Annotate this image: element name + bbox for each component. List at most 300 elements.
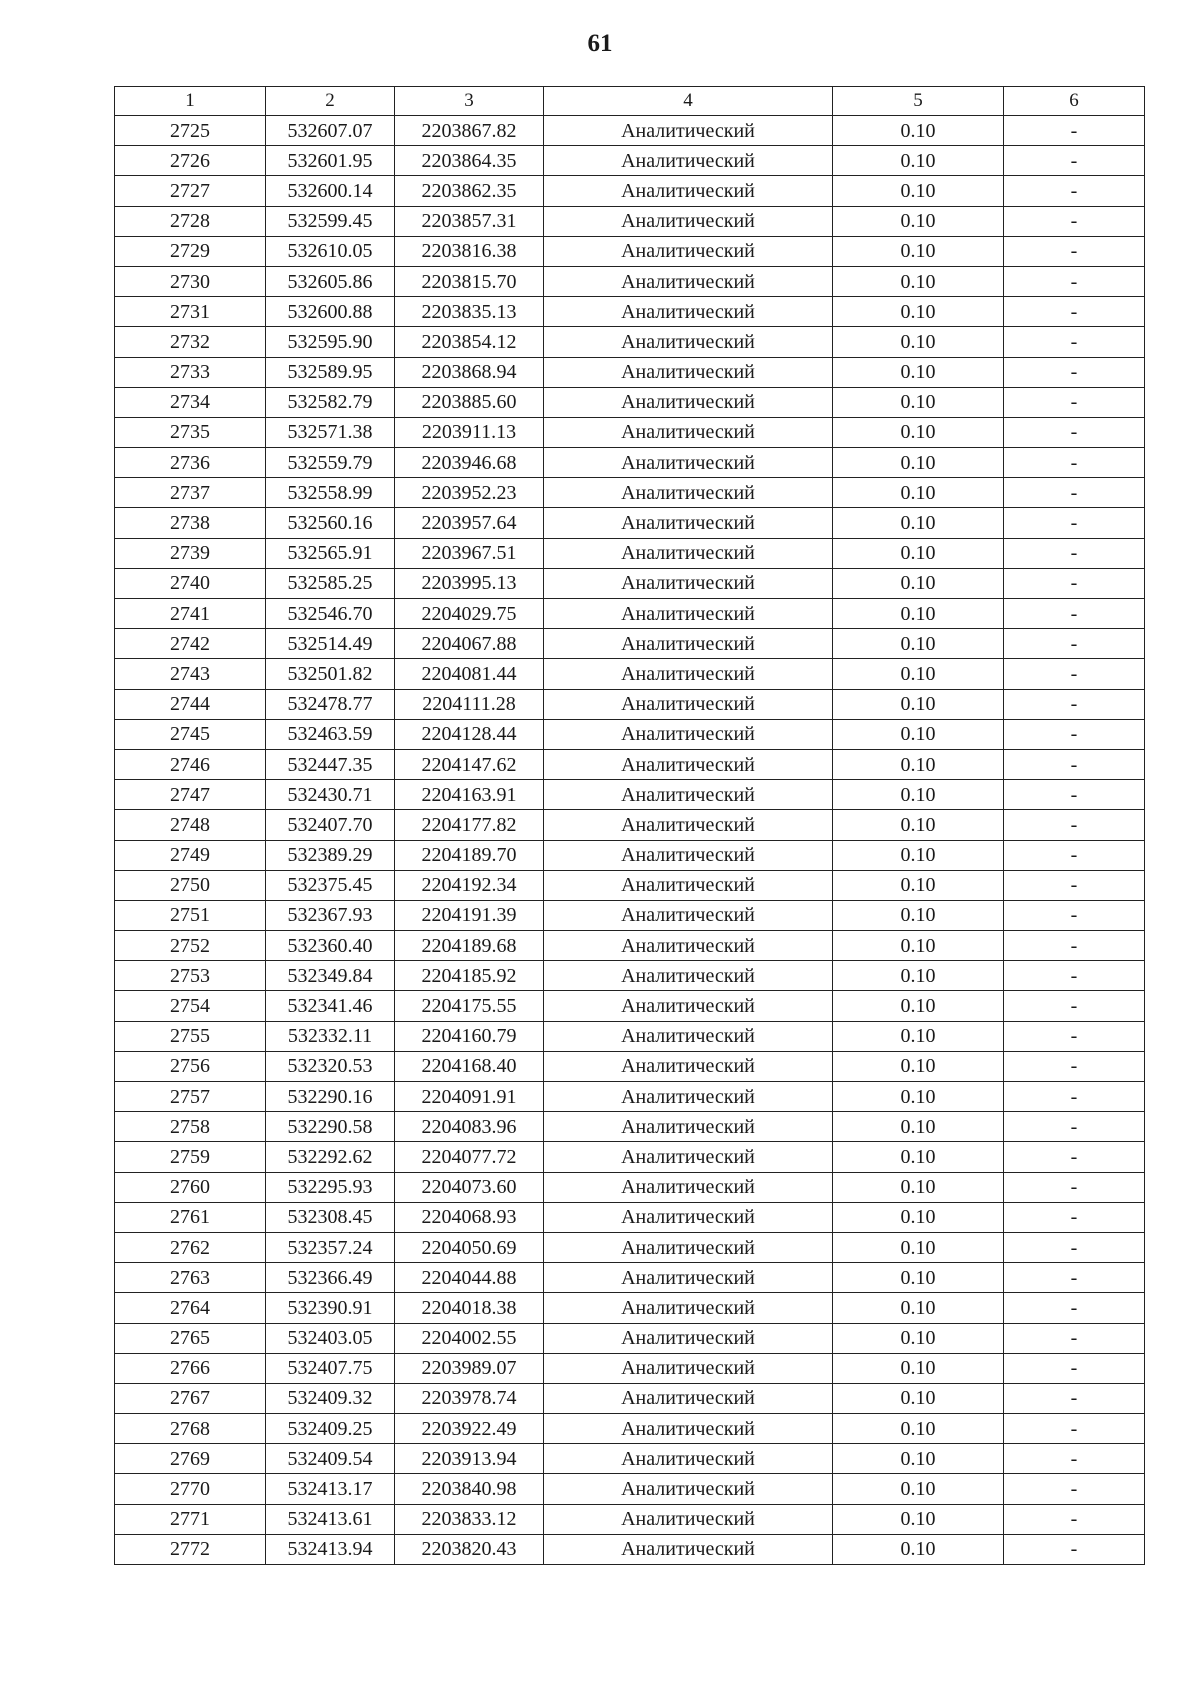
- x-coordinate-cell: 532560.16: [266, 508, 395, 538]
- x-coordinate-cell: 532589.95: [266, 357, 395, 387]
- method-cell: Аналитический: [544, 1263, 833, 1293]
- x-coordinate-cell: 532514.49: [266, 629, 395, 659]
- note-cell: -: [1004, 780, 1145, 810]
- x-coordinate-cell: 532610.05: [266, 236, 395, 266]
- note-cell: -: [1004, 689, 1145, 719]
- accuracy-cell: 0.10: [833, 780, 1004, 810]
- table-row: [115, 840, 1145, 870]
- table-row: [115, 146, 1145, 176]
- x-coordinate-cell: 532341.46: [266, 991, 395, 1021]
- accuracy-cell: 0.10: [833, 629, 1004, 659]
- table-row: [115, 659, 1145, 689]
- table-row: [115, 1082, 1145, 1112]
- note-cell: -: [1004, 840, 1145, 870]
- point-number-cell: 2762: [115, 1232, 266, 1262]
- y-coordinate-cell: 2203862.35: [395, 176, 544, 206]
- method-cell: Аналитический: [544, 357, 833, 387]
- point-number-cell: 2728: [115, 206, 266, 236]
- method-cell: Аналитический: [544, 1504, 833, 1534]
- point-number-cell: 2741: [115, 599, 266, 629]
- method-cell: Аналитический: [544, 900, 833, 930]
- method-cell: Аналитический: [544, 840, 833, 870]
- note-cell: -: [1004, 629, 1145, 659]
- point-number-cell: 2750: [115, 870, 266, 900]
- table-row: [115, 478, 1145, 508]
- method-cell: Аналитический: [544, 1172, 833, 1202]
- y-coordinate-cell: 2203868.94: [395, 357, 544, 387]
- accuracy-cell: 0.10: [833, 1263, 1004, 1293]
- accuracy-cell: 0.10: [833, 1232, 1004, 1262]
- accuracy-cell: 0.10: [833, 478, 1004, 508]
- accuracy-cell: 0.10: [833, 1293, 1004, 1323]
- x-coordinate-cell: 532349.84: [266, 961, 395, 991]
- table-row: [115, 870, 1145, 900]
- y-coordinate-cell: 2203913.94: [395, 1444, 544, 1474]
- method-cell: Аналитический: [544, 508, 833, 538]
- point-number-cell: 2725: [115, 116, 266, 146]
- y-coordinate-cell: 2204175.55: [395, 991, 544, 1021]
- table-row: [115, 1021, 1145, 1051]
- accuracy-cell: 0.10: [833, 961, 1004, 991]
- x-coordinate-cell: 532295.93: [266, 1172, 395, 1202]
- page-number: 61: [587, 30, 613, 57]
- accuracy-cell: 0.10: [833, 931, 1004, 961]
- column-header: 3: [395, 87, 544, 116]
- table-header-row: [115, 87, 1145, 116]
- note-cell: -: [1004, 1263, 1145, 1293]
- accuracy-cell: 0.10: [833, 1112, 1004, 1142]
- method-cell: Аналитический: [544, 448, 833, 478]
- x-coordinate-cell: 532413.94: [266, 1534, 395, 1564]
- accuracy-cell: 0.10: [833, 1142, 1004, 1172]
- accuracy-cell: 0.10: [833, 900, 1004, 930]
- column-header: 2: [266, 87, 395, 116]
- note-cell: -: [1004, 1142, 1145, 1172]
- note-cell: -: [1004, 448, 1145, 478]
- x-coordinate-cell: 532357.24: [266, 1232, 395, 1262]
- x-coordinate-cell: 532546.70: [266, 599, 395, 629]
- method-cell: Аналитический: [544, 146, 833, 176]
- x-coordinate-cell: 532601.95: [266, 146, 395, 176]
- point-number-cell: 2736: [115, 448, 266, 478]
- y-coordinate-cell: 2204191.39: [395, 900, 544, 930]
- method-cell: Аналитический: [544, 719, 833, 749]
- note-cell: -: [1004, 327, 1145, 357]
- note-cell: -: [1004, 478, 1145, 508]
- x-coordinate-cell: 532367.93: [266, 900, 395, 930]
- y-coordinate-cell: 2204077.72: [395, 1142, 544, 1172]
- y-coordinate-cell: 2203922.49: [395, 1414, 544, 1444]
- accuracy-cell: 0.10: [833, 568, 1004, 598]
- method-cell: Аналитический: [544, 1112, 833, 1142]
- method-cell: Аналитический: [544, 1293, 833, 1323]
- method-cell: Аналитический: [544, 810, 833, 840]
- method-cell: Аналитический: [544, 1534, 833, 1564]
- method-cell: Аналитический: [544, 1021, 833, 1051]
- table-row: [115, 1534, 1145, 1564]
- point-number-cell: 2746: [115, 749, 266, 779]
- note-cell: -: [1004, 1353, 1145, 1383]
- note-cell: -: [1004, 1293, 1145, 1323]
- y-coordinate-cell: 2204050.69: [395, 1232, 544, 1262]
- accuracy-cell: 0.10: [833, 1474, 1004, 1504]
- x-coordinate-cell: 532292.62: [266, 1142, 395, 1172]
- note-cell: -: [1004, 931, 1145, 961]
- x-coordinate-cell: 532409.32: [266, 1383, 395, 1413]
- x-coordinate-cell: 532409.25: [266, 1414, 395, 1444]
- x-coordinate-cell: 532389.29: [266, 840, 395, 870]
- method-cell: Аналитический: [544, 387, 833, 417]
- point-number-cell: 2761: [115, 1202, 266, 1232]
- method-cell: Аналитический: [544, 931, 833, 961]
- table-row: [115, 1051, 1145, 1081]
- method-cell: Аналитический: [544, 1051, 833, 1081]
- y-coordinate-cell: 2204160.79: [395, 1021, 544, 1051]
- point-number-cell: 2755: [115, 1021, 266, 1051]
- y-coordinate-cell: 2203967.51: [395, 538, 544, 568]
- point-number-cell: 2740: [115, 568, 266, 598]
- table-row: [115, 1172, 1145, 1202]
- note-cell: -: [1004, 1534, 1145, 1564]
- note-cell: -: [1004, 538, 1145, 568]
- table-row: [115, 417, 1145, 447]
- x-coordinate-cell: 532290.16: [266, 1082, 395, 1112]
- y-coordinate-cell: 2203995.13: [395, 568, 544, 598]
- accuracy-cell: 0.10: [833, 840, 1004, 870]
- point-number-cell: 2763: [115, 1263, 266, 1293]
- x-coordinate-cell: 532599.45: [266, 206, 395, 236]
- point-number-cell: 2731: [115, 297, 266, 327]
- y-coordinate-cell: 2203840.98: [395, 1474, 544, 1504]
- note-cell: -: [1004, 236, 1145, 266]
- accuracy-cell: 0.10: [833, 749, 1004, 779]
- method-cell: Аналитический: [544, 478, 833, 508]
- point-number-cell: 2772: [115, 1534, 266, 1564]
- table-row: [115, 176, 1145, 206]
- method-cell: Аналитический: [544, 659, 833, 689]
- note-cell: -: [1004, 719, 1145, 749]
- y-coordinate-cell: 2204128.44: [395, 719, 544, 749]
- accuracy-cell: 0.10: [833, 1444, 1004, 1474]
- accuracy-cell: 0.10: [833, 1534, 1004, 1564]
- table-row: [115, 1444, 1145, 1474]
- y-coordinate-cell: 2204189.70: [395, 840, 544, 870]
- x-coordinate-cell: 532595.90: [266, 327, 395, 357]
- table-row: [115, 599, 1145, 629]
- table-row: [115, 357, 1145, 387]
- x-coordinate-cell: 532600.88: [266, 297, 395, 327]
- point-number-cell: 2738: [115, 508, 266, 538]
- note-cell: -: [1004, 1021, 1145, 1051]
- accuracy-cell: 0.10: [833, 266, 1004, 296]
- table-row: [115, 206, 1145, 236]
- accuracy-cell: 0.10: [833, 387, 1004, 417]
- x-coordinate-cell: 532290.58: [266, 1112, 395, 1142]
- column-header: 6: [1004, 87, 1145, 116]
- y-coordinate-cell: 2204018.38: [395, 1293, 544, 1323]
- point-number-cell: 2737: [115, 478, 266, 508]
- y-coordinate-cell: 2204083.96: [395, 1112, 544, 1142]
- y-coordinate-cell: 2204091.91: [395, 1082, 544, 1112]
- method-cell: Аналитический: [544, 870, 833, 900]
- point-number-cell: 2739: [115, 538, 266, 568]
- y-coordinate-cell: 2203816.38: [395, 236, 544, 266]
- x-coordinate-cell: 532413.17: [266, 1474, 395, 1504]
- accuracy-cell: 0.10: [833, 599, 1004, 629]
- point-number-cell: 2730: [115, 266, 266, 296]
- point-number-cell: 2770: [115, 1474, 266, 1504]
- note-cell: -: [1004, 1172, 1145, 1202]
- y-coordinate-cell: 2203854.12: [395, 327, 544, 357]
- point-number-cell: 2748: [115, 810, 266, 840]
- note-cell: -: [1004, 1504, 1145, 1534]
- x-coordinate-cell: 532607.07: [266, 116, 395, 146]
- point-number-cell: 2752: [115, 931, 266, 961]
- table-row: [115, 448, 1145, 478]
- point-number-cell: 2768: [115, 1414, 266, 1444]
- method-cell: Аналитический: [544, 961, 833, 991]
- x-coordinate-cell: 532360.40: [266, 931, 395, 961]
- note-cell: -: [1004, 1383, 1145, 1413]
- x-coordinate-cell: 532582.79: [266, 387, 395, 417]
- note-cell: -: [1004, 1414, 1145, 1444]
- x-coordinate-cell: 532308.45: [266, 1202, 395, 1232]
- note-cell: -: [1004, 387, 1145, 417]
- table-row: [115, 961, 1145, 991]
- point-number-cell: 2758: [115, 1112, 266, 1142]
- accuracy-cell: 0.10: [833, 508, 1004, 538]
- y-coordinate-cell: 2204068.93: [395, 1202, 544, 1232]
- note-cell: -: [1004, 146, 1145, 176]
- method-cell: Аналитический: [544, 1474, 833, 1504]
- point-number-cell: 2729: [115, 236, 266, 266]
- y-coordinate-cell: 2204177.82: [395, 810, 544, 840]
- method-cell: Аналитический: [544, 568, 833, 598]
- note-cell: -: [1004, 116, 1145, 146]
- y-coordinate-cell: 2203946.68: [395, 448, 544, 478]
- table-row: [115, 568, 1145, 598]
- method-cell: Аналитический: [544, 1232, 833, 1262]
- point-number-cell: 2727: [115, 176, 266, 206]
- table-row: [115, 1323, 1145, 1353]
- accuracy-cell: 0.10: [833, 719, 1004, 749]
- column-header: 5: [833, 87, 1004, 116]
- accuracy-cell: 0.10: [833, 176, 1004, 206]
- note-cell: -: [1004, 1323, 1145, 1353]
- point-number-cell: 2743: [115, 659, 266, 689]
- note-cell: -: [1004, 900, 1145, 930]
- method-cell: Аналитический: [544, 1444, 833, 1474]
- table-row: [115, 116, 1145, 146]
- table-row: [115, 297, 1145, 327]
- method-cell: Аналитический: [544, 1383, 833, 1413]
- method-cell: Аналитический: [544, 538, 833, 568]
- y-coordinate-cell: 2204044.88: [395, 1263, 544, 1293]
- accuracy-cell: 0.10: [833, 1082, 1004, 1112]
- x-coordinate-cell: 532390.91: [266, 1293, 395, 1323]
- y-coordinate-cell: 2203989.07: [395, 1353, 544, 1383]
- x-coordinate-cell: 532413.61: [266, 1504, 395, 1534]
- table-row: [115, 749, 1145, 779]
- table-row: [115, 1202, 1145, 1232]
- x-coordinate-cell: 532571.38: [266, 417, 395, 447]
- accuracy-cell: 0.10: [833, 236, 1004, 266]
- method-cell: Аналитический: [544, 780, 833, 810]
- method-cell: Аналитический: [544, 1353, 833, 1383]
- method-cell: Аналитический: [544, 176, 833, 206]
- point-number-cell: 2732: [115, 327, 266, 357]
- accuracy-cell: 0.10: [833, 1353, 1004, 1383]
- point-number-cell: 2767: [115, 1383, 266, 1413]
- note-cell: -: [1004, 961, 1145, 991]
- y-coordinate-cell: 2203978.74: [395, 1383, 544, 1413]
- note-cell: -: [1004, 206, 1145, 236]
- point-number-cell: 2733: [115, 357, 266, 387]
- note-cell: -: [1004, 810, 1145, 840]
- note-cell: -: [1004, 417, 1145, 447]
- accuracy-cell: 0.10: [833, 659, 1004, 689]
- accuracy-cell: 0.10: [833, 1202, 1004, 1232]
- accuracy-cell: 0.10: [833, 1172, 1004, 1202]
- x-coordinate-cell: 532320.53: [266, 1051, 395, 1081]
- x-coordinate-cell: 532600.14: [266, 176, 395, 206]
- point-number-cell: 2745: [115, 719, 266, 749]
- note-cell: -: [1004, 599, 1145, 629]
- table-row: [115, 810, 1145, 840]
- method-cell: Аналитический: [544, 689, 833, 719]
- y-coordinate-cell: 2204189.68: [395, 931, 544, 961]
- x-coordinate-cell: 532366.49: [266, 1263, 395, 1293]
- accuracy-cell: 0.10: [833, 870, 1004, 900]
- x-coordinate-cell: 532501.82: [266, 659, 395, 689]
- table-row: [115, 1474, 1145, 1504]
- y-coordinate-cell: 2203885.60: [395, 387, 544, 417]
- note-cell: -: [1004, 1444, 1145, 1474]
- point-number-cell: 2734: [115, 387, 266, 417]
- point-number-cell: 2764: [115, 1293, 266, 1323]
- table-row: [115, 1293, 1145, 1323]
- method-cell: Аналитический: [544, 1082, 833, 1112]
- method-cell: Аналитический: [544, 297, 833, 327]
- method-cell: Аналитический: [544, 1323, 833, 1353]
- note-cell: -: [1004, 508, 1145, 538]
- note-cell: -: [1004, 266, 1145, 296]
- y-coordinate-cell: 2204192.34: [395, 870, 544, 900]
- table-row: [115, 1263, 1145, 1293]
- y-coordinate-cell: 2203815.70: [395, 266, 544, 296]
- accuracy-cell: 0.10: [833, 1323, 1004, 1353]
- table-row: [115, 1112, 1145, 1142]
- table-row: [115, 1142, 1145, 1172]
- note-cell: -: [1004, 1082, 1145, 1112]
- table-row: [115, 1504, 1145, 1534]
- point-number-cell: 2726: [115, 146, 266, 176]
- y-coordinate-cell: 2204147.62: [395, 749, 544, 779]
- column-header: 4: [544, 87, 833, 116]
- note-cell: -: [1004, 357, 1145, 387]
- method-cell: Аналитический: [544, 1414, 833, 1444]
- x-coordinate-cell: 532430.71: [266, 780, 395, 810]
- x-coordinate-cell: 532585.25: [266, 568, 395, 598]
- table-row: [115, 900, 1145, 930]
- method-cell: Аналитический: [544, 599, 833, 629]
- point-number-cell: 2765: [115, 1323, 266, 1353]
- accuracy-cell: 0.10: [833, 538, 1004, 568]
- accuracy-cell: 0.10: [833, 327, 1004, 357]
- y-coordinate-cell: 2204081.44: [395, 659, 544, 689]
- x-coordinate-cell: 532332.11: [266, 1021, 395, 1051]
- table-row: [115, 1414, 1145, 1444]
- x-coordinate-cell: 532565.91: [266, 538, 395, 568]
- method-cell: Аналитический: [544, 417, 833, 447]
- note-cell: -: [1004, 1112, 1145, 1142]
- note-cell: -: [1004, 1232, 1145, 1262]
- table-row: [115, 780, 1145, 810]
- table-row: [115, 508, 1145, 538]
- point-number-cell: 2759: [115, 1142, 266, 1172]
- accuracy-cell: 0.10: [833, 206, 1004, 236]
- y-coordinate-cell: 2204185.92: [395, 961, 544, 991]
- y-coordinate-cell: 2203857.31: [395, 206, 544, 236]
- method-cell: Аналитический: [544, 206, 833, 236]
- method-cell: Аналитический: [544, 327, 833, 357]
- x-coordinate-cell: 532407.75: [266, 1353, 395, 1383]
- y-coordinate-cell: 2203952.23: [395, 478, 544, 508]
- y-coordinate-cell: 2203835.13: [395, 297, 544, 327]
- x-coordinate-cell: 532375.45: [266, 870, 395, 900]
- x-coordinate-cell: 532407.70: [266, 810, 395, 840]
- table-row: [115, 1353, 1145, 1383]
- x-coordinate-cell: 532478.77: [266, 689, 395, 719]
- method-cell: Аналитический: [544, 991, 833, 1021]
- method-cell: Аналитический: [544, 1202, 833, 1232]
- y-coordinate-cell: 2203833.12: [395, 1504, 544, 1534]
- table-row: [115, 931, 1145, 961]
- point-number-cell: 2753: [115, 961, 266, 991]
- note-cell: -: [1004, 870, 1145, 900]
- x-coordinate-cell: 532403.05: [266, 1323, 395, 1353]
- method-cell: Аналитический: [544, 266, 833, 296]
- x-coordinate-cell: 532409.54: [266, 1444, 395, 1474]
- point-number-cell: 2749: [115, 840, 266, 870]
- note-cell: -: [1004, 991, 1145, 1021]
- table-row: [115, 689, 1145, 719]
- table-body: [115, 116, 1145, 1565]
- point-number-cell: 2771: [115, 1504, 266, 1534]
- x-coordinate-cell: 532447.35: [266, 749, 395, 779]
- accuracy-cell: 0.10: [833, 116, 1004, 146]
- note-cell: -: [1004, 1202, 1145, 1232]
- point-number-cell: 2769: [115, 1444, 266, 1474]
- point-number-cell: 2760: [115, 1172, 266, 1202]
- note-cell: -: [1004, 659, 1145, 689]
- point-number-cell: 2751: [115, 900, 266, 930]
- table-row: [115, 1232, 1145, 1262]
- y-coordinate-cell: 2204073.60: [395, 1172, 544, 1202]
- point-number-cell: 2742: [115, 629, 266, 659]
- note-cell: -: [1004, 1051, 1145, 1081]
- accuracy-cell: 0.10: [833, 689, 1004, 719]
- method-cell: Аналитический: [544, 1142, 833, 1172]
- y-coordinate-cell: 2204168.40: [395, 1051, 544, 1081]
- x-coordinate-cell: 532558.99: [266, 478, 395, 508]
- note-cell: -: [1004, 1474, 1145, 1504]
- method-cell: Аналитический: [544, 236, 833, 266]
- method-cell: Аналитический: [544, 629, 833, 659]
- note-cell: -: [1004, 749, 1145, 779]
- accuracy-cell: 0.10: [833, 1051, 1004, 1081]
- column-header: 1: [115, 87, 266, 116]
